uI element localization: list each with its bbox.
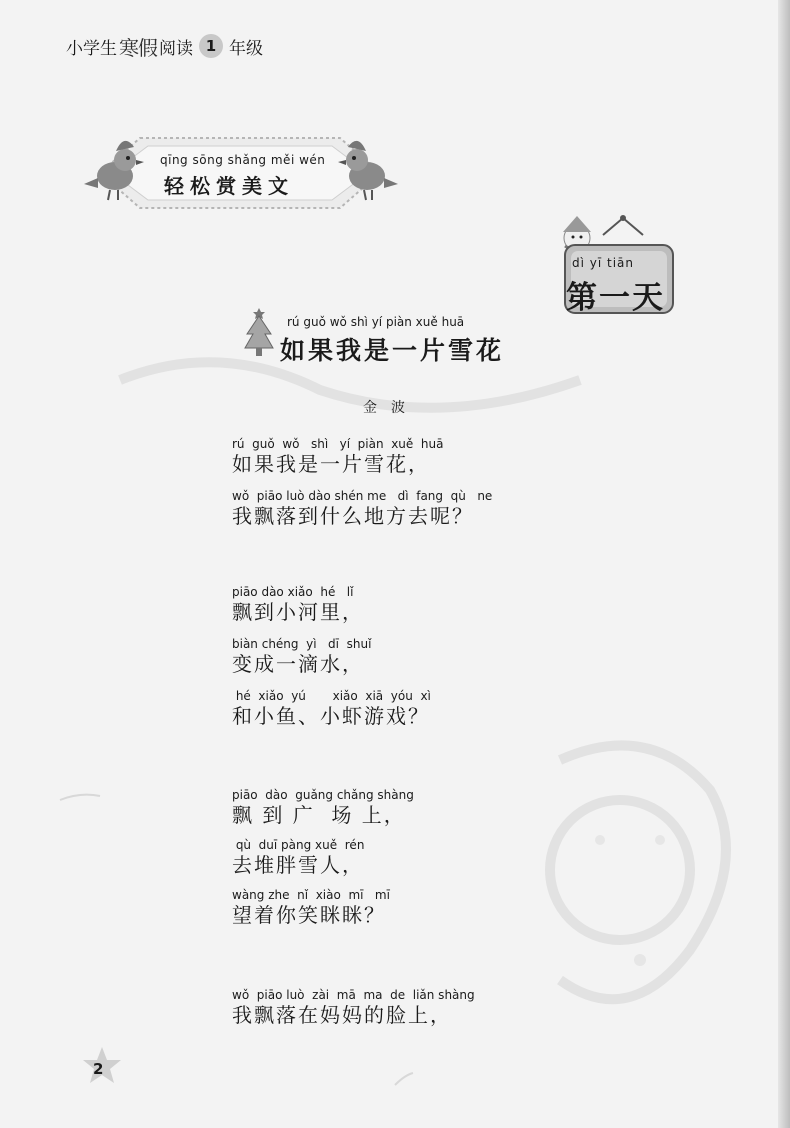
book-header	[66, 32, 263, 60]
poem-line	[232, 585, 364, 625]
christmas-tree-icon	[243, 304, 275, 360]
header-grade-word: 年级	[229, 38, 263, 59]
poem-line	[232, 489, 492, 529]
line-pinyin: piāo dào xiǎo hé lǐ	[232, 585, 354, 599]
grade-badge: 1	[199, 34, 223, 58]
line-text: 我飘落到什么地方去呢？	[232, 504, 474, 528]
header-prefix: 小学生	[66, 38, 117, 59]
poem-line	[232, 788, 414, 828]
line-pinyin: qù duī pàng xuě rén	[232, 838, 365, 852]
day-title: 第一天	[566, 280, 665, 316]
line-pinyin: wǒ piāo luò dào shén me dì fang qù ne	[232, 489, 493, 503]
poem-line	[232, 637, 371, 677]
poem-line	[232, 437, 443, 477]
line-pinyin: wǒ piāo luò zài mā ma de liǎn shàng	[232, 988, 475, 1002]
poem-line	[232, 689, 431, 729]
line-pinyin: hé xiǎo yú xiǎo xiā yóu xì	[232, 689, 431, 703]
line-text: 飘 到 广 场 上，	[232, 803, 406, 827]
line-pinyin: piāo dào guǎng chǎng shàng	[232, 788, 414, 802]
poem-author: 金波	[363, 400, 419, 416]
page-number: 2	[93, 1060, 104, 1078]
line-text: 我飘落在妈妈的脸上，	[232, 1003, 452, 1027]
section-pinyin: qīng sōng shǎng měi wén	[160, 153, 326, 167]
poem-line	[232, 888, 390, 928]
poem-title: 如果我是一片雪花	[280, 336, 505, 365]
line-pinyin: rú guǒ wǒ shì yí piàn xuě huā	[232, 437, 444, 451]
poem-line	[232, 988, 475, 1028]
poem-title-pinyin: rú guǒ wǒ shì yí piàn xuě huā	[287, 315, 465, 329]
poem-line	[232, 838, 364, 878]
line-text: 和小鱼、小虾游戏？	[232, 704, 430, 728]
header-accent: 寒假	[119, 35, 157, 60]
line-pinyin: wàng zhe nǐ xiào mī mī	[232, 888, 390, 902]
line-pinyin: biàn chéng yì dī shuǐ	[232, 637, 372, 651]
day-pinyin: dì yī tiān	[572, 256, 635, 270]
line-text: 去堆胖雪人，	[232, 853, 364, 877]
line-text: 飘到小河里，	[232, 600, 364, 624]
header-suffix: 阅读	[159, 38, 193, 59]
line-text: 变成一滴水，	[232, 652, 364, 676]
line-text: 如果我是一片雪花，	[232, 452, 430, 476]
section-title: 轻松赏美文	[164, 174, 294, 198]
line-text: 望着你笑眯眯？	[232, 903, 386, 927]
